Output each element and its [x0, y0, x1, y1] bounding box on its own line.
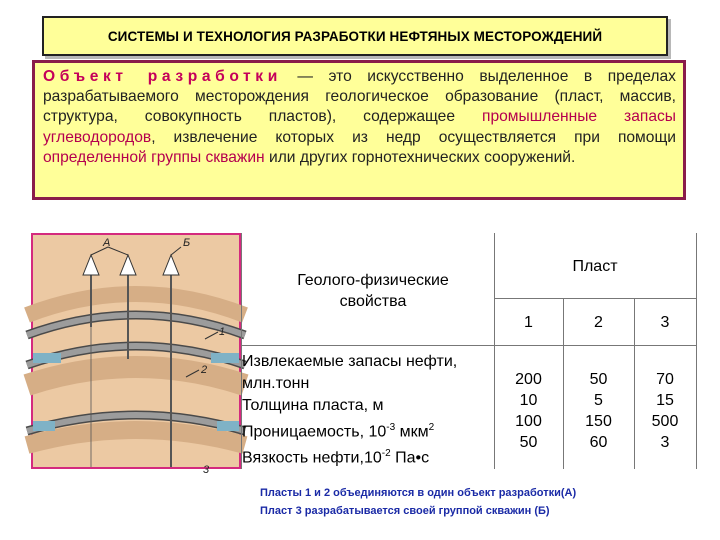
oilfield-cross-section [31, 233, 241, 476]
note-layer-3: Пласт 3 разрабатывается своей группой скважин (Б) [260, 505, 550, 517]
layer-3-values [634, 369, 696, 453]
well-a-label: А [103, 237, 111, 249]
table-border [696, 233, 697, 469]
value-cell: 100 [515, 413, 542, 430]
highlight-wells: определенной группы скважин [43, 148, 265, 166]
row-divider [241, 345, 696, 346]
value-cell: 200 [515, 371, 542, 388]
layer-3-label: 3 [203, 464, 210, 476]
value-cell: 500 [651, 413, 679, 430]
value-cell: 50 [589, 371, 608, 388]
row-label-viscosity: Вязкость $нефти,10^{-2}$ Па•с [242, 448, 430, 467]
header-properties: Геолого-физические свойства [297, 272, 449, 310]
layer-1-label: 1 [219, 326, 226, 338]
definition-box [32, 60, 686, 200]
value-cell: 10 [519, 392, 538, 409]
row-labels [242, 351, 492, 470]
row-divider [494, 298, 696, 299]
layer-number-2: 2 [594, 314, 603, 331]
value-cell: 150 [585, 413, 612, 430]
well-b-label: Б [183, 237, 191, 249]
title-banner [42, 16, 668, 56]
header-layer: Пласт [572, 258, 618, 275]
row-label-reserves: Извлекаемые запасы нефти, млн.тонн [242, 353, 458, 392]
layer-number-1: 1 [524, 314, 533, 331]
note-layers-1-2: Пласты 1 и 2 объединяются в один объект разработки(А) [260, 487, 577, 499]
layer-1-values [494, 369, 563, 453]
highlight-reserves: промышленные запасы углеводородов [43, 108, 677, 146]
row-label-permeability: Проницаемость, $10^{-3}$ мкм$^2$ [242, 422, 435, 441]
value-cell: 15 [656, 392, 674, 409]
value-cell: 50 [519, 434, 538, 451]
layer-number-3: 3 [660, 314, 670, 331]
row-label-thickness: Толщина пласта, м [242, 397, 384, 414]
value-cell: 60 [589, 434, 608, 451]
slide-title: СИСТЕМЫ И ТЕХНОЛОГИЯ РАЗРАБОТКИ НЕФТЯНЫХ МЕСТОРОЖДЕНИЙ [107, 28, 603, 44]
definition-text: Объект разработки — это искусственно выделенное в пределах разрабатываемого месторождения геологическое образование (пласт, массив, структура, совокупность пластов), содержащее промышленные запасы углеводородов, извлечение которых из недр осуществляется при помощи определенной группы скважин или других горнотехнических сооружений. [43, 68, 677, 166]
value-cell: 70 [656, 371, 674, 388]
layer-2-label: 2 [201, 364, 208, 376]
value-cell: 3 [660, 434, 670, 451]
layer-2-values [563, 369, 634, 453]
layer-properties-table [241, 233, 697, 469]
definition-term: Объект разработки [43, 68, 282, 85]
value-cell: 5 [594, 392, 603, 409]
